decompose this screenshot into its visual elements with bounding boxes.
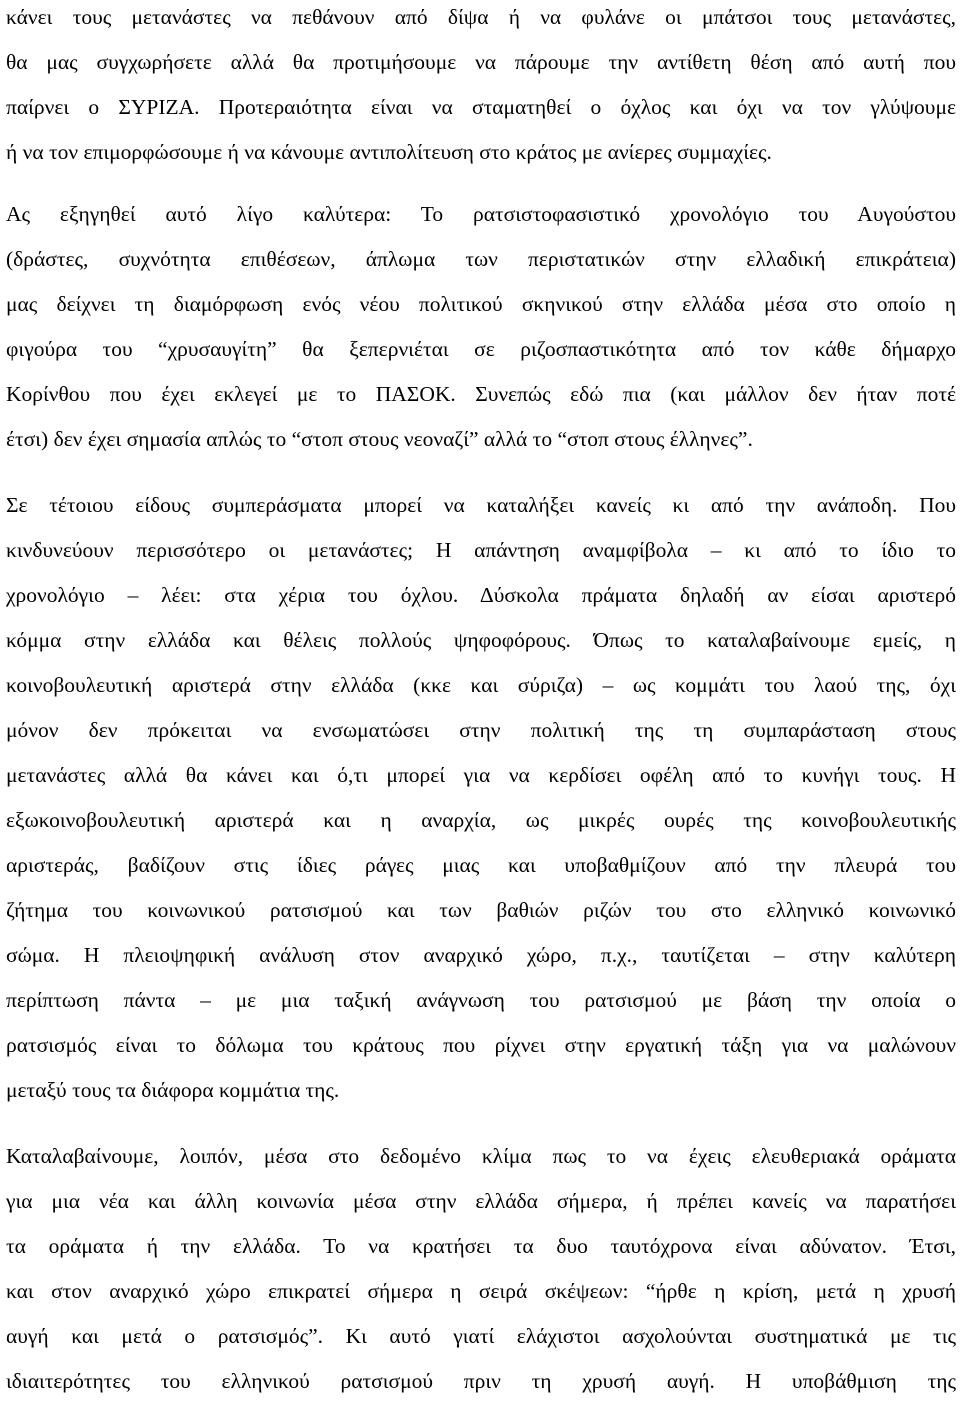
text-line: περίπτωση πάντα – με μια ταξική ανάγνωση του ρατσισμού με βάση την οποία ο	[6, 988, 956, 1012]
text-line: μετανάστες αλλά θα κάνει και ό,τι μπορεί για να κερδίσει οφέλη από το κυνήγι τους. Η	[6, 763, 956, 787]
text-line: Σε τέτοιου είδους συμπεράσματα μπορεί να καταλήξει κανείς κι από την ανάποδη. Που	[6, 493, 956, 517]
text-line: κόμμα στην ελλάδα και θέλεις πολλούς ψηφοφόρους. Όπως το καταλαβαίνουμε εμείς, η	[6, 628, 956, 652]
text-line: κάνει τους μετανάστες να πεθάνουν από δίψα ή να φυλάνε οι μπάτσοι τους μετανάστες,	[6, 5, 956, 29]
text-line: παίρνει ο ΣΥΡΙΖΑ. Προτεραιότητα είναι να σταματηθεί ο όχλος και όχι να τον γλύψουμε	[6, 95, 956, 119]
text-line: τα οράματα ή την ελλάδα. Το να κρατήσει τα δυο ταυτόχρονα είναι αδύνατον. Έτσι,	[6, 1234, 956, 1258]
text-line: φιγούρα του “χρυσαυγίτη” θα ξεπερνιέται σε ριζοσπαστικότητα από τον κάθε δήμαρχο	[6, 337, 956, 361]
text-line: μας δείχνει τη διαμόρφωση ενός νέου πολιτικού σκηνικού στην ελλάδα μέσα στο οποίο η	[6, 292, 956, 316]
text-line: ρατσισμός είναι το δόλωμα του κράτους που ρίχνει στην εργατική τάξη για να μαλώνουν	[6, 1033, 956, 1057]
text-line: σώμα. Η πλειοψηφική ανάλυση στον αναρχικό χώρο, π.χ., ταυτίζεται – στην καλύτερη	[6, 943, 956, 967]
text-line: εξωκοινοβουλευτική αριστερά και η αναρχία, ως μικρές ουρές της κοινοβουλευτικής	[6, 808, 956, 832]
text-line: Καταλαβαίνουμε, λοιπόν, μέσα στο δεδομένο κλίμα πως το να έχεις ελευθεριακά οράματα	[6, 1144, 956, 1168]
text-line: κινδυνεύουν περισσότερο οι μετανάστες; Η απάντηση αναμφίβολα – κι από το ίδιο το	[6, 538, 956, 562]
text-line: (δράστες, συχνότητα επιθέσεων, άπλωμα των περιστατικών στην ελλαδική επικράτεια)	[6, 247, 956, 271]
text-line: ή να τον επιμορφώσουμε ή να κάνουμε αντιπολίτευση στο κράτος με ανίερες συμμαχίες.	[6, 140, 772, 164]
text-line: χρονολόγιο – λέει: στα χέρια του όχλου. Δύσκολα πράματα δηλαδή αν είσαι αριστερό	[6, 583, 956, 607]
text-line: έτσι) δεν έχει σημασία απλώς το “στοπ στους νεοναζί” αλλά το “στοπ στους έλληνες”.	[6, 427, 753, 451]
text-line: αυγή και μετά ο ρατσισμός”. Κι αυτό γιατί ελάχιστοι ασχολούνται συστηματικά με τις	[6, 1324, 956, 1348]
text-line: ζήτημα του κοινωνικού ρατσισμού και των βαθιών ριζών του στο ελληνικό κοινωνικό	[6, 898, 956, 922]
text-line: θα μας συγχωρήσετε αλλά θα προτιμήσουμε να πάρουμε την αντίθετη θέση από αυτή που	[6, 50, 956, 74]
text-line: Ας εξηγηθεί αυτό λίγο καλύτερα: Το ρατσιστοφασιστικό χρονολόγιο του Αυγούστου	[6, 202, 956, 226]
text-line: μόνον δεν πρόκειται να ενσωματώσει στην πολιτική της τη συμπαράσταση στους	[6, 718, 956, 742]
text-line: κοινοβουλευτική αριστερά στην ελλάδα (κκε και σύριζα) – ως κομμάτι του λαού της, όχι	[6, 673, 956, 697]
text-line: Κορίνθου που έχει εκλεγεί με το ΠΑΣΟΚ. Συνεπώς εδώ πια (και μάλλον δεν ήταν ποτέ	[6, 382, 956, 406]
text-line: αριστεράς, βαδίζουν στις ίδιες ράγες μιας και υποβαθμίζουν από την πλευρά του	[6, 853, 956, 877]
text-line: μεταξύ τους τα διάφορα κομμάτια της.	[6, 1078, 340, 1102]
text-line: για μια νέα και άλλη κοινωνία μέσα στην ελλάδα σήμερα, ή πρέπει κανείς να παρατήσει	[6, 1189, 956, 1213]
text-line: και στον αναρχικό χώρο επικρατεί σήμερα η σειρά σκέψεων: “ήρθε η κρίση, μετά η χρυσή	[6, 1279, 956, 1303]
text-line: ιδιαιτερότητες του ελληνικού ρατσισμού πριν τη χρυσή αυγή. Η υποβάθμιση της	[6, 1369, 956, 1393]
